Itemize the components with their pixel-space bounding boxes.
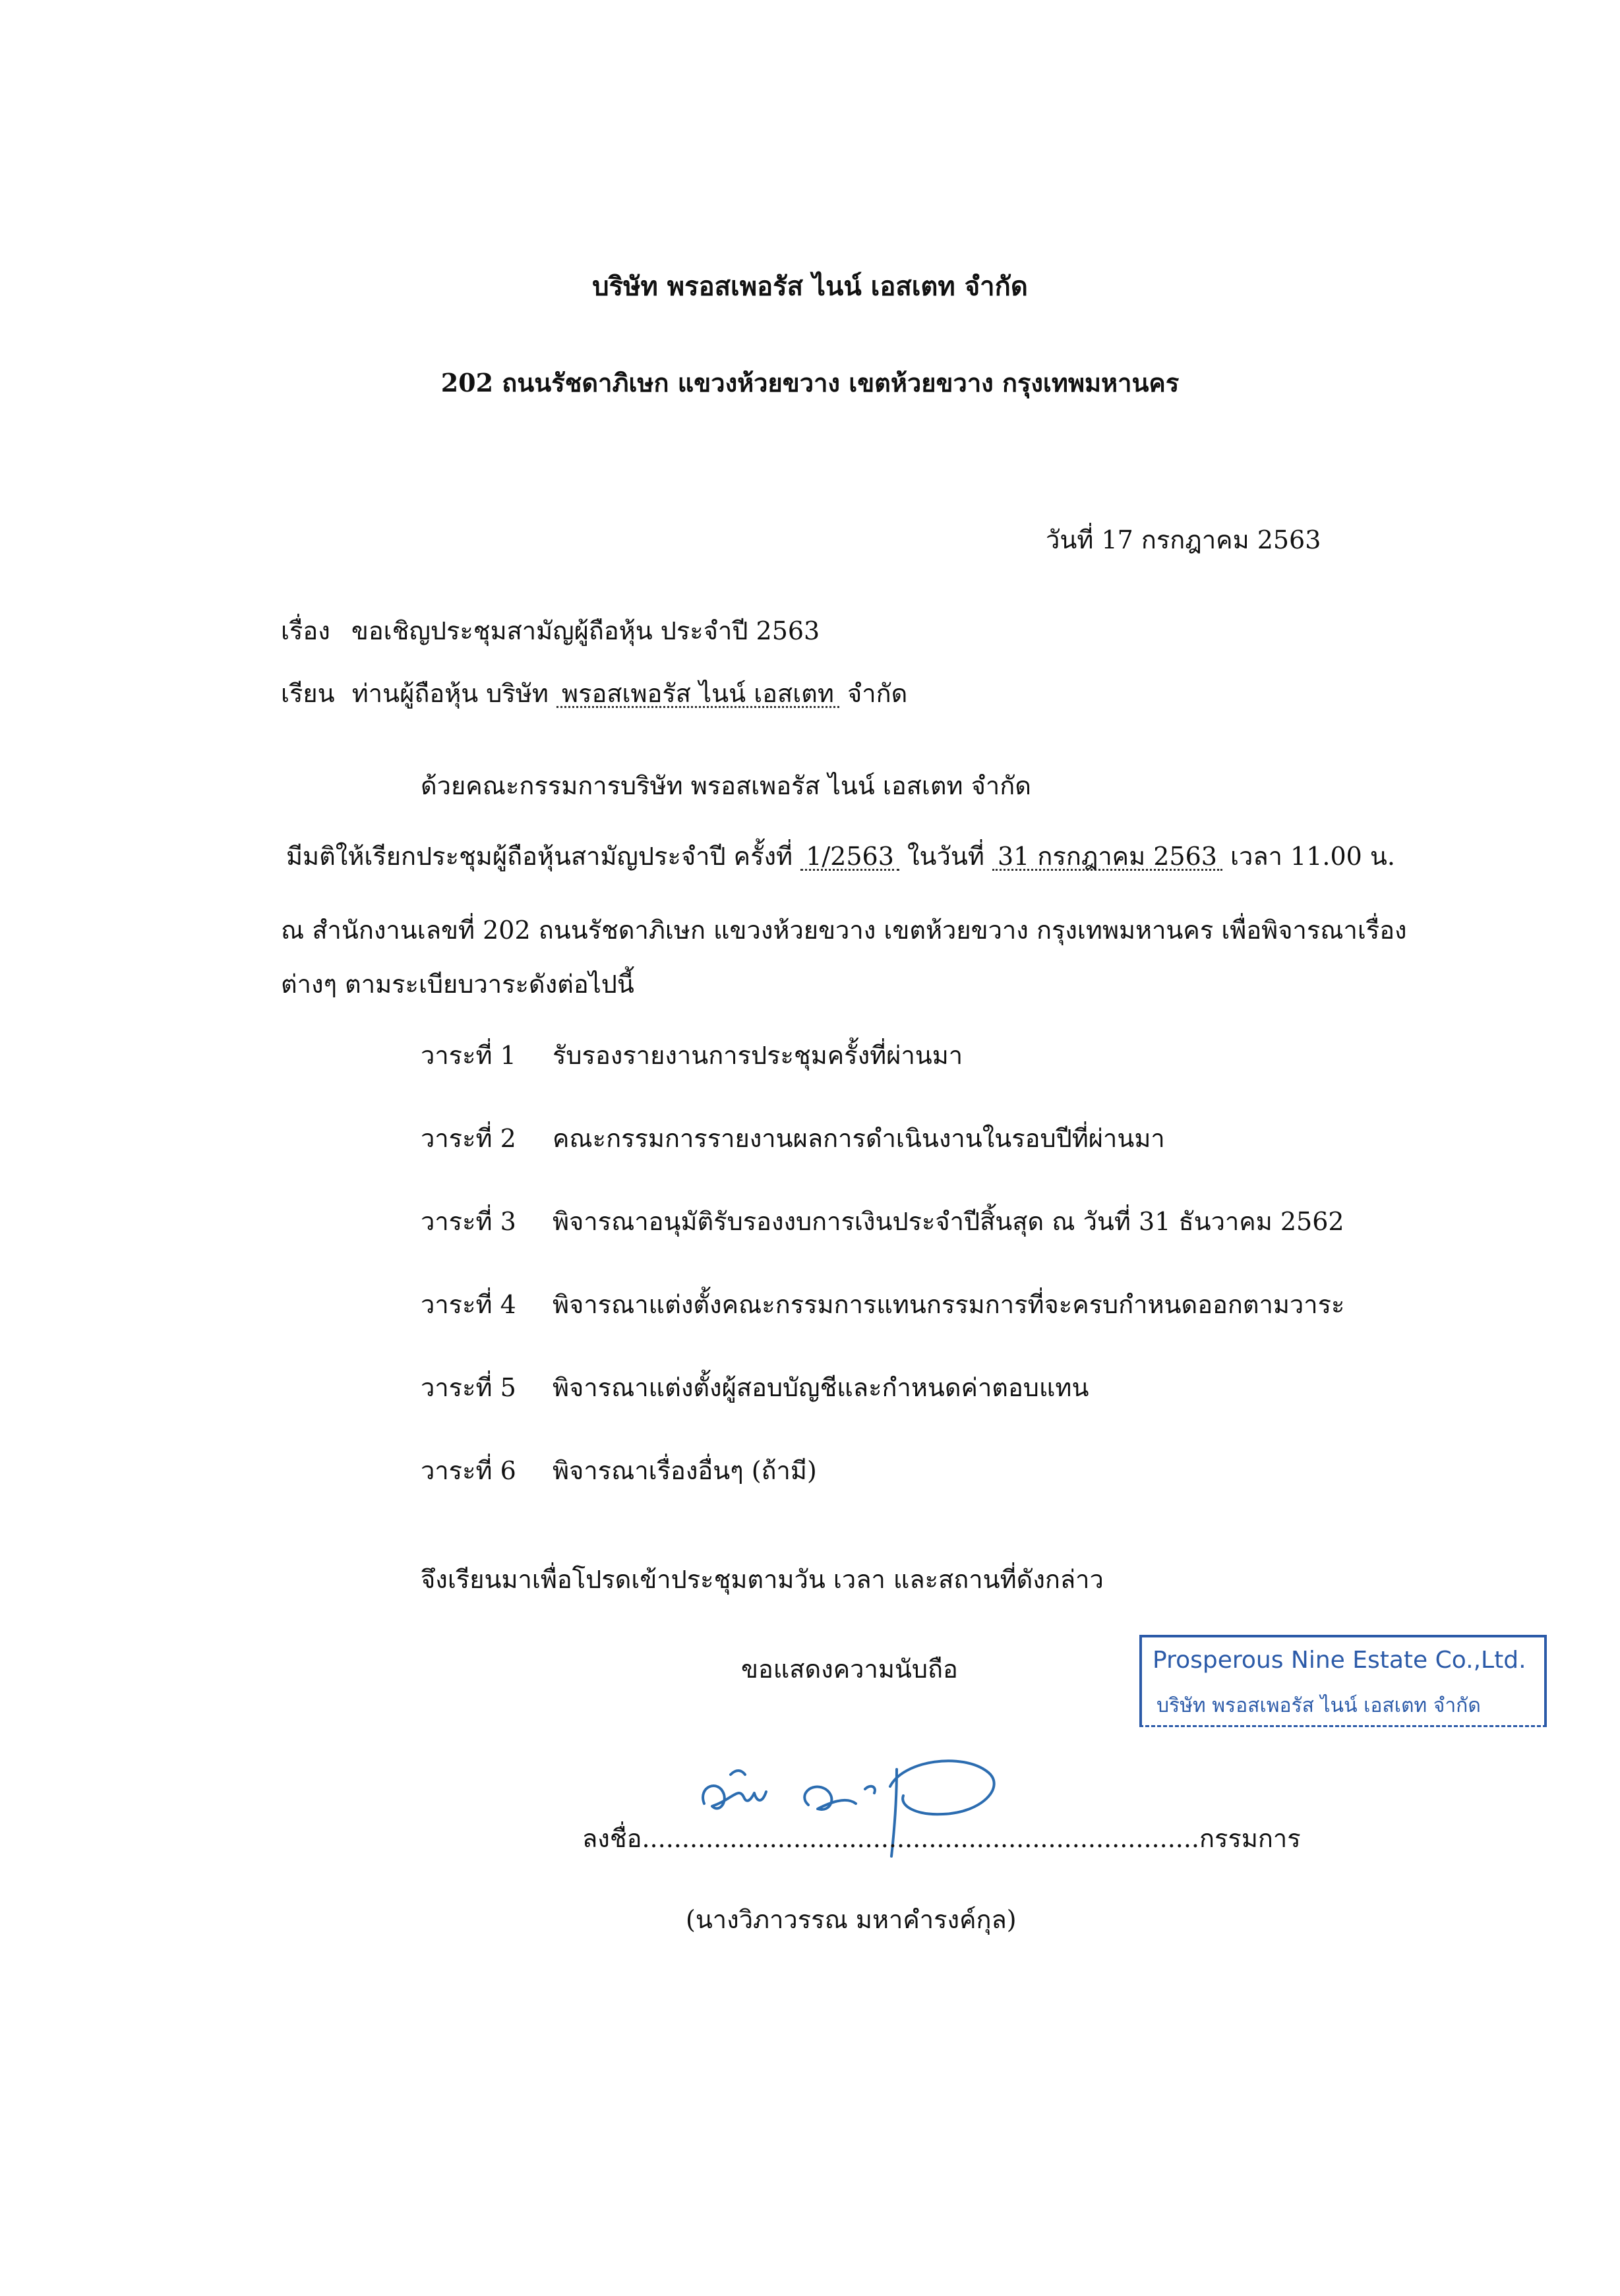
agenda-item — [421, 1126, 1165, 1151]
stamp-thai-name: บริษัท พรอสเพอรัส ไนน์ เอสเตท จำกัด — [1156, 1694, 1481, 1717]
body-line-1: ด้วยคณะกรรมการบริษัท พรอสเพอรัส ไนน์ เอสเตท จำกัด — [421, 771, 1031, 800]
body-line-4: ต่างๆ ตามระเบียบวาระดังต่อไปนี้ — [281, 970, 634, 999]
signature-role: กรรมการ — [1199, 1824, 1301, 1853]
agenda-number: วาระที่ 6 — [421, 1456, 516, 1485]
subject-label: เรื่อง — [281, 616, 330, 645]
agenda-number: วาระที่ 4 — [421, 1290, 516, 1319]
agenda-item — [421, 1209, 1344, 1234]
body-line-3: ณ สำนักงานเลขที่ 202 ถนนรัชดาภิเษก แขวงห้วยขวาง เขตห้วยขวาง กรุงเทพมหานคร เพื่อพิจารณาเรื่อง — [281, 916, 1407, 945]
body-line-2-b: ในวันที่ — [907, 842, 984, 871]
recipient-text: ท่านผู้ถือหุ้น บริษัท — [351, 679, 549, 708]
recipient-suffix: จำกัด — [847, 679, 908, 708]
meeting-date: 31 กรกฎาคม 2563 — [992, 844, 1222, 871]
signature-dots: ...................................................................... — [642, 1824, 1200, 1853]
agenda-text: คณะกรรมการรายงานผลการดำเนินงานในรอบปีที่ผ่านมา — [553, 1124, 1165, 1153]
letter-date: วันที่ 17 กรกฎาคม 2563 — [1046, 525, 1321, 554]
recipient-company: พรอสเพอรัส ไนน์ เอสเตท — [556, 681, 839, 708]
subject-text: ขอเชิญประชุมสามัญผู้ถือหุ้น ประจำปี 2563 — [351, 616, 820, 645]
agenda-number: วาระที่ 3 — [421, 1207, 516, 1236]
closing-sentence: จึงเรียนมาเพื่อโปรดเข้าประชุมตามวัน เวลา และสถานที่ดังกล่าว — [421, 1565, 1104, 1594]
company-stamp — [1139, 1635, 1547, 1727]
agenda-text: พิจารณาอนุมัติรับรองงบการเงินประจำปีสิ้นสุด ณ วันที่ 31 ธันวาคม 2562 — [553, 1207, 1344, 1236]
regards: ขอแสดงความนับถือ — [741, 1655, 958, 1684]
body-line-2-a: มีมติให้เรียกประชุมผู้ถือหุ้นสามัญประจำปี ครั้งที่ — [286, 842, 793, 871]
subject-line — [281, 618, 820, 643]
agenda-number: วาระที่ 2 — [421, 1124, 516, 1153]
agenda-item — [421, 1458, 817, 1483]
agenda-item — [421, 1043, 963, 1068]
stamp-english-name: Prosperous Nine Estate Co.,Ltd. — [1153, 1647, 1526, 1674]
signature-line — [582, 1826, 1301, 1851]
agenda-text: พิจารณาแต่งตั้งคณะกรรมการแทนกรรมการที่จะครบกำหนดออกตามวาระ — [553, 1290, 1345, 1319]
agenda-number: วาระที่ 5 — [421, 1373, 516, 1402]
recipient-line — [281, 681, 907, 708]
agenda-number: วาระที่ 1 — [421, 1041, 516, 1070]
body-line-2 — [286, 844, 1395, 871]
agenda-text: รับรองรายงานการประชุมครั้งที่ผ่านมา — [553, 1041, 963, 1070]
agenda-text: พิจารณาแต่งตั้งผู้สอบบัญชีและกำหนดค่าตอบแทน — [553, 1373, 1089, 1402]
recipient-label: เรียน — [281, 679, 335, 708]
agenda-text: พิจารณาเรื่องอื่นๆ (ถ้ามี) — [553, 1456, 817, 1485]
agenda-item — [421, 1375, 1089, 1400]
signature-label: ลงชื่อ — [582, 1824, 642, 1853]
signatory-name: (นางวิภาวรรณ มหาคำรงค์กุล) — [686, 1905, 1017, 1934]
company-address: 202 ถนนรัชดาภิเษก แขวงห้วยขวาง เขตห้วยขวาง กรุงเทพมหานคร — [440, 368, 1180, 397]
company-name: บริษัท พรอสเพอรัส ไนน์ เอสเตท จำกัด — [592, 271, 1028, 302]
meeting-number: 1/2563 — [800, 844, 899, 871]
body-line-2-c: เวลา 11.00 น. — [1230, 842, 1395, 871]
agenda-item — [421, 1292, 1344, 1317]
